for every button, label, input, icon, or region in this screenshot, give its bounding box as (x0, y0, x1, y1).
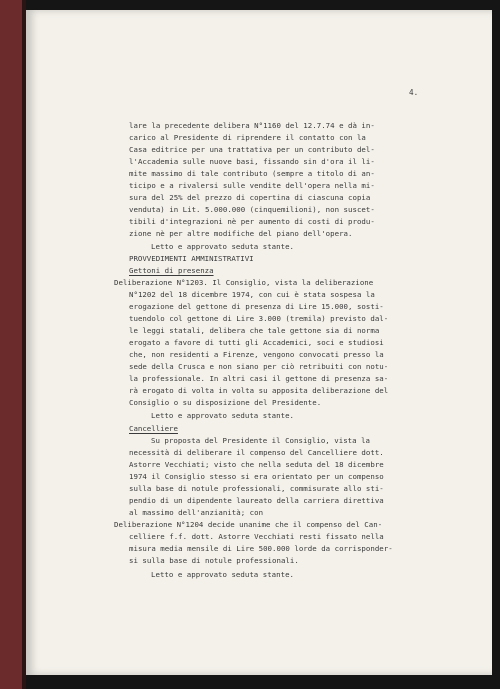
page-number: 4. (409, 88, 419, 97)
paragraph-3-line: sulla base di notule professionali, commisurate allo sti- (129, 484, 384, 493)
section-heading: PROVVEDIMENTI AMMINISTRATIVI (129, 254, 254, 263)
approval-note-1: Letto e approvato seduta stante. (151, 242, 295, 251)
paragraph-1-line: Casa editrice per una trattativa per un contributo del- (129, 145, 375, 154)
paragraph-2-line: tuendolo col gettone di Lire 3.000 (tremila) previsto dal- (129, 314, 389, 323)
paragraph-2-line: che, non residenti a Firenze, vengono convocati presso la (129, 350, 384, 359)
paragraph-3-line: al massimo dell'anzianità; con (129, 508, 264, 517)
book-binding (0, 0, 22, 689)
subheading-cancelliere: Cancelliere (129, 424, 178, 433)
paragraph-2-line: Consiglio o su disposizione del Presidente. (129, 398, 322, 407)
paragraph-3-line: necessità di deliberare il compenso del Cancelliere dott. (129, 448, 384, 457)
paragraph-3-line: pendio di un dipendente laureato della carriera direttiva (129, 496, 384, 505)
document-page (26, 10, 492, 675)
paragraph-3-line: 1974 il Consiglio stesso si era orientato per un compenso (129, 472, 384, 481)
paragraph-3-line: si sulla base di notule professionali. (129, 556, 299, 565)
paragraph-2-line: Deliberazione N°1203. Il Consiglio, vista la deliberazione (114, 278, 374, 287)
paragraph-1-line: venduta) in Lit. 5.000.000 (cinquemilioni), non suscet- (129, 205, 375, 214)
paragraph-1-line: tibili d'integrazioni nè per aumento di costi di produ- (129, 217, 375, 226)
approval-note-2: Letto e approvato seduta stante. (151, 411, 295, 420)
paragraph-2-line: erogato a favore di tutti gli Accademici, soci e studiosi (129, 338, 384, 347)
paragraph-1-line: ticipo e a rivalersi sulle vendite dell'opera nella mi- (129, 181, 375, 190)
approval-note-3: Letto e approvato seduta stante. (151, 570, 295, 579)
paragraph-1-line: carico al Presidente di riprendere il contatto con la (129, 133, 366, 142)
paragraph-3-line: Astorre Vecchiati; visto che nella seduta del 18 dicembre (129, 460, 384, 469)
paragraph-1-line: lare la precedente delibera N°1160 del 12.7.74 e dà in- (129, 121, 375, 130)
paragraph-2-line: N°1202 del 18 dicembre 1974, con cui è stata sospesa la (129, 290, 375, 299)
paragraph-2-line: le leggi statali, delibera che tale gettone sia di norma (129, 326, 380, 335)
paragraph-2-line: sede della Crusca e non siano per ciò retribuiti con notu- (129, 362, 389, 371)
paragraph-3-line: celliere f.f. dott. Astorre Vecchiati resti fissato nella (129, 532, 384, 541)
paragraph-1-line: zione nè per altre modifiche del piano dell'opera. (129, 229, 353, 238)
paragraph-1-line: mite massimo di tale contributo (sempre a titolo di an- (129, 169, 375, 178)
subheading-gettoni: Gettoni di presenza (129, 266, 214, 275)
paragraph-1-line: sura del 25% del prezzo di copertina di ciascuna copia (129, 193, 371, 202)
paragraph-3-line: Deliberazione N°1204 decide unanime che il compenso del Can- (114, 520, 383, 529)
paragraph-2-line: rà erogato di volta in volta su apposita deliberazione del (129, 386, 389, 395)
paragraph-2-line: erogazione del gettone di presenza di Lire 15.000, sosti- (129, 302, 384, 311)
document-text (26, 10, 492, 675)
paragraph-1-line: l'Accademia sulle nuove basi, fissando sin d'ora il li- (129, 157, 375, 166)
paragraph-3-line: misura media mensile di Lire 500.000 lorde da corrisponder- (129, 544, 393, 553)
paragraph-2-line: la professionale. In altri casi il gettone di presenza sa- (129, 374, 389, 383)
paragraph-3-line: Su proposta del Presidente il Consiglio, vista la (151, 436, 371, 445)
